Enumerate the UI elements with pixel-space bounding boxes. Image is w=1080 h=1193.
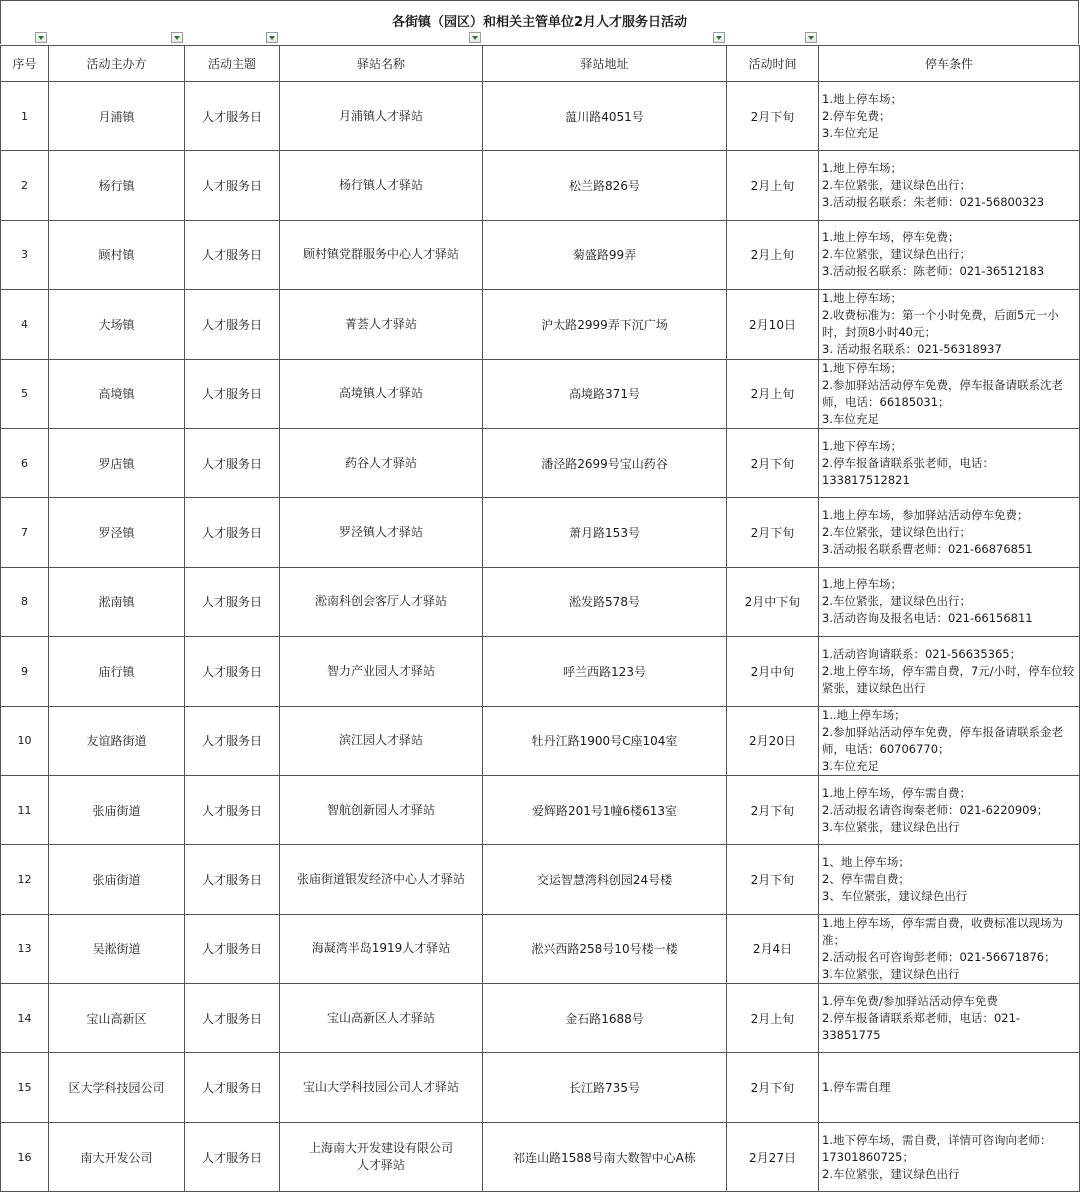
cell-no[interactable]: 7 (1, 498, 49, 567)
cell-no[interactable]: 15 (1, 1053, 49, 1122)
cell-theme[interactable]: 人才服务日 (185, 637, 280, 706)
filter-dropdown-icon[interactable] (35, 32, 47, 43)
cell-station[interactable]: 月浦镇人才驿站 (280, 82, 483, 151)
cell-address[interactable]: 沪太路2999弄下沉广场 (483, 290, 727, 359)
cell-station[interactable]: 菁荟人才驿站 (280, 290, 483, 359)
cell-time[interactable]: 2月中下旬 (727, 567, 819, 636)
cell-host[interactable]: 月浦镇 (49, 82, 185, 151)
table-row (1, 220, 1080, 289)
cell-time[interactable]: 2月上旬 (727, 151, 819, 220)
header-address[interactable]: 驿站地址 (483, 46, 727, 82)
cell-address[interactable]: 高境路371号 (483, 359, 727, 428)
cell-parking[interactable]: 1.地上停车场，停车免费； 2.车位紧张，建议绿色出行； 3.活动报名联系：陈老师：021-36512183 (819, 220, 1080, 289)
cell-station[interactable]: 张庙街道银发经济中心人才驿站 (280, 845, 483, 914)
table-row (1, 914, 1080, 983)
header-host[interactable]: 活动主办方 (49, 46, 185, 82)
cell-parking[interactable]: 1.地上停车场； 2.车位紧张，建议绿色出行； 3.活动咨询及报名电话：021-66156811 (819, 567, 1080, 636)
table-row (1, 637, 1080, 706)
cell-host[interactable]: 南大开发公司 (49, 1122, 185, 1191)
cell-time[interactable]: 2月上旬 (727, 220, 819, 289)
cell-no[interactable]: 1 (1, 82, 49, 151)
cell-address[interactable]: 交运智慧湾科创园24号楼 (483, 845, 727, 914)
cell-theme[interactable]: 人才服务日 (185, 706, 280, 775)
cell-address[interactable]: 祁连山路1588号南大数智中心A栋 (483, 1122, 727, 1191)
table-row (1, 775, 1080, 844)
cell-parking[interactable]: 1.地上停车场，参加驿站活动停车免费； 2.车位紧张，建议绿色出行； 3.活动报名联系曹老师：021-66876851 (819, 498, 1080, 567)
cell-parking[interactable]: 1.地上停车场； 2.车位紧张，建议绿色出行； 3.活动报名联系：朱老师：021-56800323 (819, 151, 1080, 220)
cell-host[interactable]: 张庙街道 (49, 845, 185, 914)
table-row (1, 984, 1080, 1053)
cell-parking[interactable]: 1.停车免费/参加驿站活动停车免费 2.停车报备请联系郑老师，电话：021-33851775 (819, 984, 1080, 1053)
cell-no[interactable]: 5 (1, 359, 49, 428)
cell-theme[interactable]: 人才服务日 (185, 220, 280, 289)
cell-station[interactable]: 高境镇人才驿站 (280, 359, 483, 428)
cell-time[interactable]: 2月27日 (727, 1122, 819, 1191)
cell-time[interactable]: 2月20日 (727, 706, 819, 775)
cell-theme[interactable]: 人才服务日 (185, 567, 280, 636)
cell-no[interactable]: 3 (1, 220, 49, 289)
cell-station[interactable]: 智航创新园人才驿站 (280, 775, 483, 844)
cell-address[interactable]: 潘泾路2699号宝山药谷 (483, 428, 727, 497)
table-row (1, 359, 1080, 428)
cell-host[interactable]: 高境镇 (49, 359, 185, 428)
cell-parking[interactable]: 1.地上停车场； 2.收费标准为：第一个小时免费，后面5元一小时，封顶8小时40元； 3. 活动报名联系：021-56318937 (819, 290, 1080, 359)
activity-table (0, 45, 1080, 1192)
cell-theme[interactable]: 人才服务日 (185, 775, 280, 844)
cell-theme[interactable]: 人才服务日 (185, 359, 280, 428)
cell-parking[interactable]: 1.地下停车场，需自费，详情可咨询向老师：17301860725； 2.车位紧张，建议绿色出行 (819, 1122, 1080, 1191)
cell-theme[interactable]: 人才服务日 (185, 82, 280, 151)
table-body (1, 82, 1080, 1192)
cell-address[interactable]: 淞兴西路258号10号楼一楼 (483, 914, 727, 983)
cell-no[interactable]: 13 (1, 914, 49, 983)
cell-station[interactable]: 罗泾镇人才驿站 (280, 498, 483, 567)
filter-dropdown-icon[interactable] (713, 32, 725, 43)
cell-host[interactable]: 张庙街道 (49, 775, 185, 844)
table-row (1, 82, 1080, 151)
cell-time[interactable]: 2月下旬 (727, 1053, 819, 1122)
cell-station[interactable]: 滨江园人才驿站 (280, 706, 483, 775)
sheet-title: 各街镇（园区）和相关主管单位2月人才服务日活动 (0, 0, 1079, 44)
cell-time[interactable]: 2月下旬 (727, 498, 819, 567)
cell-theme[interactable]: 人才服务日 (185, 845, 280, 914)
cell-parking[interactable]: 1.地上停车场； 2.停车免费； 3.车位充足 (819, 82, 1080, 151)
cell-time[interactable]: 2月中旬 (727, 637, 819, 706)
cell-host[interactable]: 庙行镇 (49, 637, 185, 706)
header-no[interactable]: 序号 (1, 46, 49, 82)
cell-address[interactable]: 蕰川路4051号 (483, 82, 727, 151)
cell-host[interactable]: 顾村镇 (49, 220, 185, 289)
cell-no[interactable]: 2 (1, 151, 49, 220)
cell-station[interactable]: 顾村镇党群服务中心人才驿站 (280, 220, 483, 289)
header-time[interactable]: 活动时间 (727, 46, 819, 82)
table-row (1, 567, 1080, 636)
cell-host[interactable]: 吴淞街道 (49, 914, 185, 983)
table-row (1, 151, 1080, 220)
cell-station[interactable]: 宝山大学科技园公司人才驿站 (280, 1053, 483, 1122)
cell-no[interactable]: 6 (1, 428, 49, 497)
cell-time[interactable]: 2月上旬 (727, 984, 819, 1053)
cell-address[interactable]: 金石路1688号 (483, 984, 727, 1053)
cell-host[interactable]: 宝山高新区 (49, 984, 185, 1053)
cell-host[interactable]: 淞南镇 (49, 567, 185, 636)
cell-time[interactable]: 2月下旬 (727, 428, 819, 497)
cell-host[interactable]: 大场镇 (49, 290, 185, 359)
cell-no[interactable]: 8 (1, 567, 49, 636)
filter-dropdown-icon[interactable] (171, 32, 183, 43)
cell-theme[interactable]: 人才服务日 (185, 914, 280, 983)
cell-theme[interactable]: 人才服务日 (185, 151, 280, 220)
cell-time[interactable]: 2月下旬 (727, 82, 819, 151)
table-row (1, 1122, 1080, 1191)
header-row (1, 46, 1080, 82)
table-row (1, 290, 1080, 359)
header-station[interactable]: 驿站名称 (280, 46, 483, 82)
cell-no[interactable]: 14 (1, 984, 49, 1053)
cell-time[interactable]: 2月10日 (727, 290, 819, 359)
cell-parking[interactable]: 1.地上停车场，停车需自费； 2.活动报名请咨询秦老师：021-6220909； 3.车位紧张，建议绿色出行 (819, 775, 1080, 844)
header-theme[interactable]: 活动主题 (185, 46, 280, 82)
cell-theme[interactable]: 人才服务日 (185, 428, 280, 497)
cell-parking[interactable]: 1.地下停车场； 2.参加驿站活动停车免费，停车报备请联系沈老师，电话：66185031； 3.车位充足 (819, 359, 1080, 428)
cell-station[interactable]: 上海南大开发建设有限公司 人才驿站 (280, 1122, 483, 1191)
cell-address[interactable]: 爱辉路201号1幢6楼613室 (483, 775, 727, 844)
cell-station[interactable]: 海凝湾半岛1919人才驿站 (280, 914, 483, 983)
cell-theme[interactable]: 人才服务日 (185, 984, 280, 1053)
cell-no[interactable]: 11 (1, 775, 49, 844)
cell-time[interactable]: 2月下旬 (727, 775, 819, 844)
cell-parking[interactable]: 1.活动咨询请联系：021-56635365； 2.地上停车场，停车需自费，7元/小时，停车位较紧张，建议绿色出行 (819, 637, 1080, 706)
table-row (1, 845, 1080, 914)
cell-station[interactable]: 杨行镇人才驿站 (280, 151, 483, 220)
cell-no[interactable]: 12 (1, 845, 49, 914)
filter-dropdown-icon[interactable] (805, 32, 817, 43)
table-row (1, 498, 1080, 567)
cell-host[interactable]: 友谊路街道 (49, 706, 185, 775)
cell-host[interactable]: 杨行镇 (49, 151, 185, 220)
cell-host[interactable]: 区大学科技园公司 (49, 1053, 185, 1122)
cell-address[interactable]: 淞发路578号 (483, 567, 727, 636)
table-row (1, 706, 1080, 775)
cell-theme[interactable]: 人才服务日 (185, 1053, 280, 1122)
filter-row (0, 31, 1079, 45)
header-parking[interactable]: 停车条件 (819, 46, 1080, 82)
table-row (1, 428, 1080, 497)
filter-dropdown-icon[interactable] (469, 32, 481, 43)
cell-time[interactable]: 2月下旬 (727, 845, 819, 914)
cell-address[interactable]: 萧月路153号 (483, 498, 727, 567)
cell-no[interactable]: 10 (1, 706, 49, 775)
table-row (1, 1053, 1080, 1122)
cell-parking[interactable]: 1.地下停车场； 2.停车报备请联系张老师，电话：133817512821 (819, 428, 1080, 497)
cell-no[interactable]: 16 (1, 1122, 49, 1191)
cell-station[interactable]: 药谷人才驿站 (280, 428, 483, 497)
cell-parking[interactable]: 1、地上停车场； 2、停车需自费； 3、车位紧张，建议绿色出行 (819, 845, 1080, 914)
cell-time[interactable]: 2月上旬 (727, 359, 819, 428)
cell-station[interactable]: 淞南科创会客厅人才驿站 (280, 567, 483, 636)
cell-theme[interactable]: 人才服务日 (185, 498, 280, 567)
cell-address[interactable]: 牡丹江路1900号C座104室 (483, 706, 727, 775)
cell-host[interactable]: 罗店镇 (49, 428, 185, 497)
cell-theme[interactable]: 人才服务日 (185, 1122, 280, 1191)
cell-station[interactable]: 智力产业园人才驿站 (280, 637, 483, 706)
cell-address[interactable]: 菊盛路99弄 (483, 220, 727, 289)
cell-host[interactable]: 罗泾镇 (49, 498, 185, 567)
cell-address[interactable]: 呼兰西路123号 (483, 637, 727, 706)
cell-theme[interactable]: 人才服务日 (185, 290, 280, 359)
cell-parking[interactable]: 1..地上停车场； 2.参加驿站活动停车免费，停车报备请联系金老师，电话：60706770； 3.车位充足 (819, 706, 1080, 775)
cell-time[interactable]: 2月4日 (727, 914, 819, 983)
cell-no[interactable]: 4 (1, 290, 49, 359)
cell-parking[interactable]: 1.地上停车场，停车需自费，收费标准以现场为准； 2.活动报名可咨询彭老师：021-56671876； 3.车位紧张，建议绿色出行 (819, 914, 1080, 983)
cell-station[interactable]: 宝山高新区人才驿站 (280, 984, 483, 1053)
cell-no[interactable]: 9 (1, 637, 49, 706)
filter-dropdown-icon[interactable] (266, 32, 278, 43)
cell-address[interactable]: 松兰路826号 (483, 151, 727, 220)
cell-parking[interactable]: 1.停车需自理 (819, 1053, 1080, 1122)
cell-address[interactable]: 长江路735号 (483, 1053, 727, 1122)
